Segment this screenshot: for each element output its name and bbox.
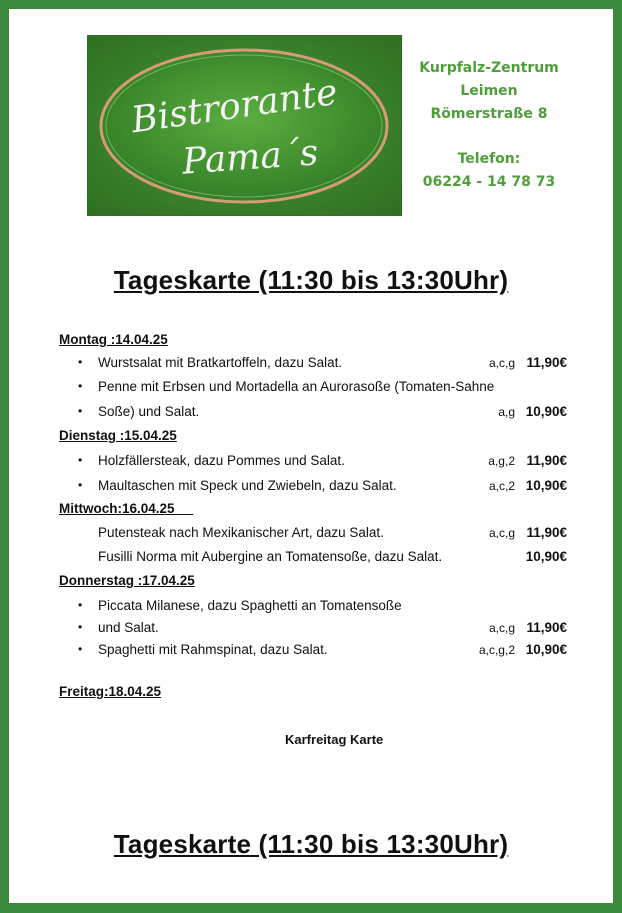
dish-price: 10,90€	[525, 478, 567, 493]
dish-name: und Salat.	[98, 620, 159, 635]
dish-price: 11,90€	[526, 620, 567, 635]
dish-name: Soße) und Salat.	[98, 404, 200, 419]
logo-line2: Pama´s	[180, 132, 320, 183]
dish-name: Spaghetti mit Rahmspinat, dazu Salat.	[98, 642, 328, 657]
address-line3: Römerstraße 8	[430, 106, 548, 122]
page-title: Tageskarte (11:30 bis 13:30Uhr)	[113, 265, 509, 295]
day-heading-tuesday: Dienstag :15.04.25	[59, 428, 177, 443]
dish-name: Maultaschen mit Speck und Zwiebeln, dazu Salat.	[98, 478, 397, 493]
menu-item	[59, 478, 569, 496]
menu-item	[59, 453, 569, 471]
dish-price: 10,90€	[525, 549, 567, 564]
day-heading-wednesday: Mittwoch:16.04.25	[59, 501, 194, 516]
address-line1: Kurpfalz-Zentrum	[419, 60, 559, 76]
menu-item	[59, 549, 569, 567]
menu-item	[59, 404, 569, 422]
allergen-codes: a,c,g,2	[478, 643, 515, 657]
bullet-icon: •	[78, 355, 83, 369]
allergen-codes: a,c,g	[488, 621, 515, 635]
menu-item	[59, 525, 569, 543]
dish-price: 11,90€	[526, 525, 567, 540]
friday-note: Karfreitag Karte	[285, 732, 384, 747]
logo-line1: Bistrorante	[128, 71, 340, 142]
restaurant-logo	[87, 35, 402, 216]
day-heading-monday: Montag :14.04.25	[59, 332, 168, 347]
allergen-codes: a,c,2	[488, 479, 515, 493]
dish-name: Wurstsalat mit Bratkartoffeln, dazu Salat.	[98, 355, 343, 370]
dish-price: 10,90€	[525, 404, 567, 419]
allergen-codes: a,g	[498, 405, 515, 419]
dish-name: Fusilli Norma mit Aubergine an Tomatensoße, dazu Salat.	[98, 549, 443, 564]
address-block	[414, 57, 564, 194]
bullet-icon: •	[78, 404, 83, 418]
phone-label: Telefon:	[457, 151, 521, 167]
phone-number[interactable]: 06224 - 14 78 73	[422, 174, 556, 190]
dish-name: Piccata Milanese, dazu Spaghetti an Tomatensoße	[98, 598, 402, 613]
bullet-icon: •	[78, 598, 83, 612]
menu-item	[59, 598, 569, 616]
menu-sheet	[9, 9, 613, 903]
bullet-icon: •	[78, 453, 83, 467]
dish-name: Holzfällersteak, dazu Pommes und Salat.	[98, 453, 345, 468]
bullet-icon: •	[78, 642, 83, 656]
allergen-codes: a,g,2	[488, 454, 515, 468]
address-line2: Leimen	[460, 83, 518, 99]
bullet-icon: •	[78, 478, 83, 492]
dish-price: 11,90€	[526, 355, 567, 370]
day-heading-friday: Freitag:18.04.25	[59, 684, 162, 699]
menu-item	[59, 642, 569, 660]
page-title-footer: Tageskarte (11:30 bis 13:30Uhr)	[113, 829, 509, 859]
allergen-codes: a,c,g	[488, 526, 515, 540]
menu-item	[59, 620, 569, 638]
dish-name: Putensteak nach Mexikanischer Art, dazu Salat.	[98, 525, 384, 540]
day-heading-thursday: Donnerstag :17.04.25	[59, 573, 195, 588]
menu-item	[59, 379, 569, 397]
bullet-icon: •	[78, 620, 83, 634]
dish-price: 10,90€	[525, 642, 567, 657]
menu-item	[59, 355, 569, 373]
dish-name: Penne mit Erbsen und Mortadella an Aurorasoße (Tomaten-Sahne	[98, 379, 495, 394]
bullet-icon: •	[78, 379, 83, 393]
dish-price: 11,90€	[526, 453, 567, 468]
allergen-codes: a,c,g	[488, 356, 515, 370]
